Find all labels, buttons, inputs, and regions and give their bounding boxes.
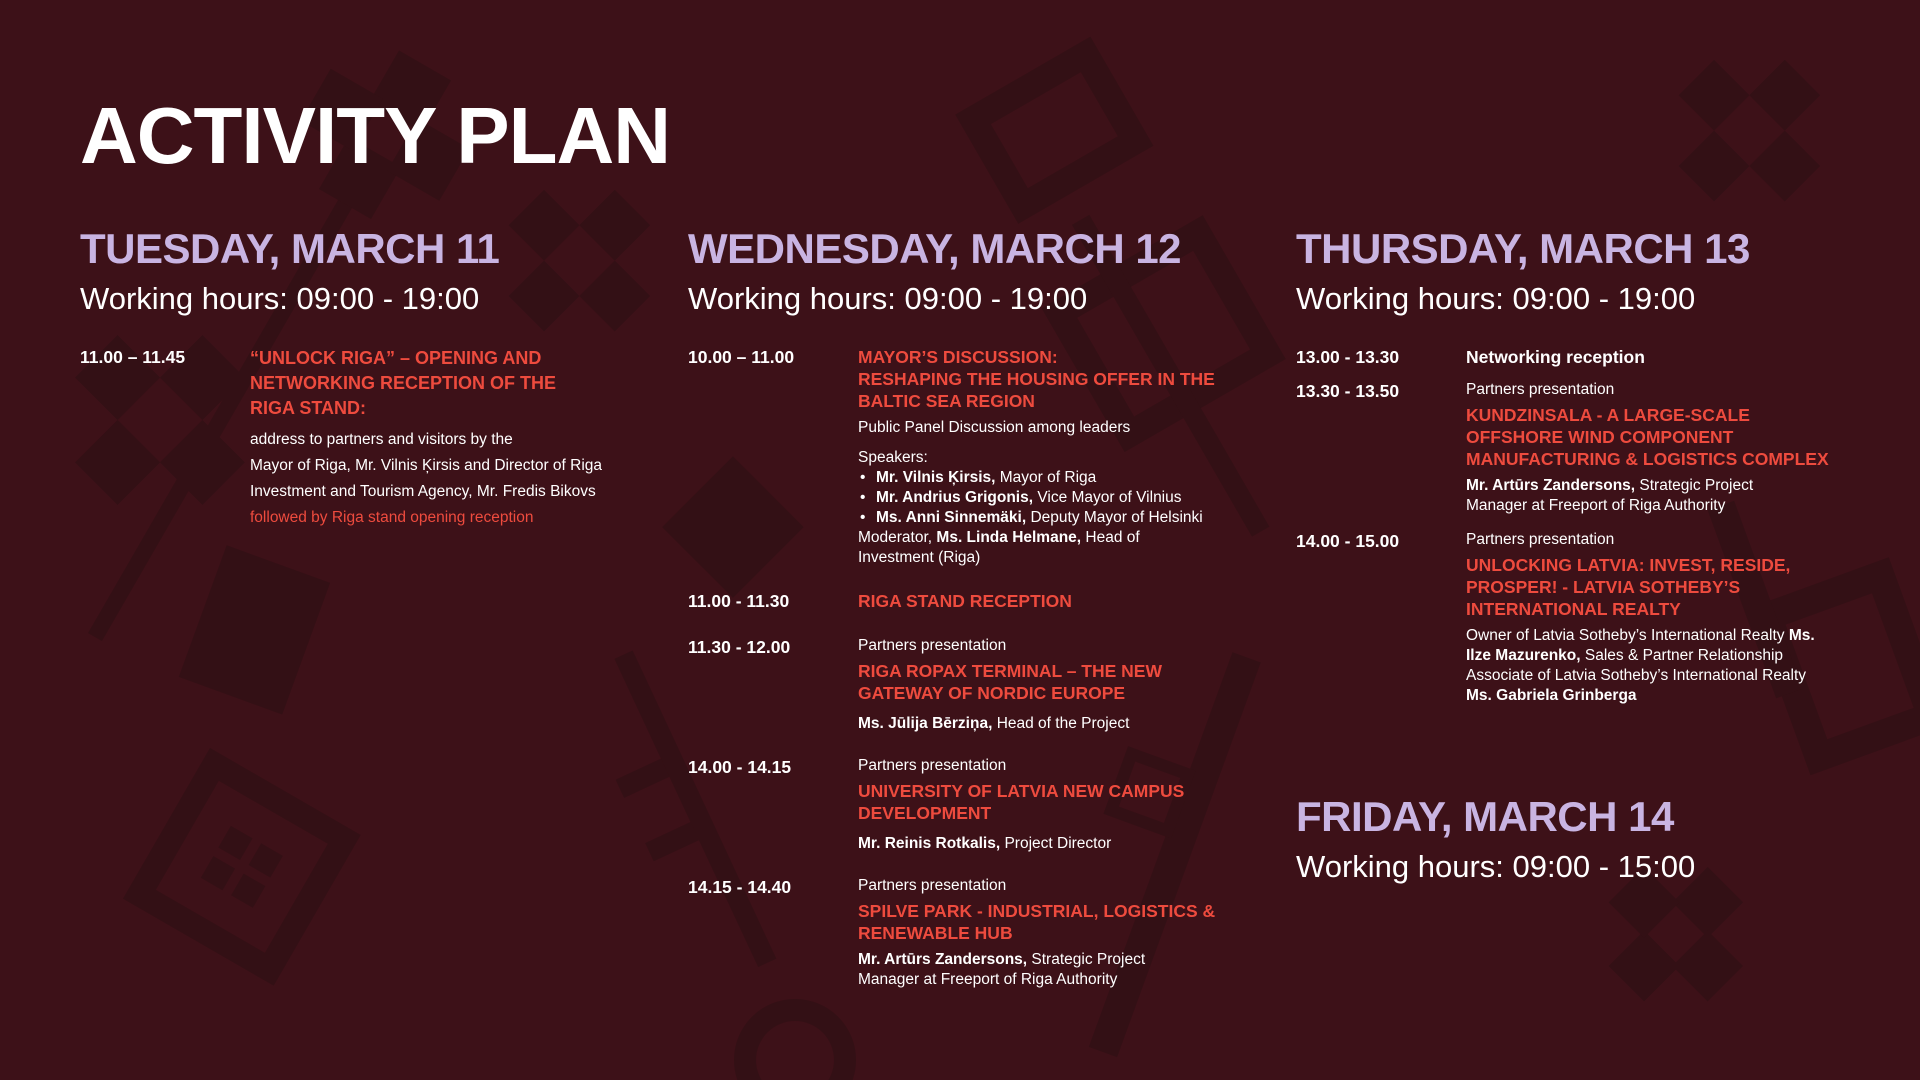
working-hours: Working hours: 09:00 - 19:00	[80, 281, 480, 316]
event-title: UNLOCKING LATVIA: INVEST, RESIDE, PROSPER! - LATVIA SOTHEBY’S INTERNATIONAL REALTY	[1466, 555, 1791, 620]
event-label: Partners presentation	[858, 757, 1007, 775]
event-title: SPILVE PARK - INDUSTRIAL, LOGISTICS & RENEWABLE HUB	[858, 901, 1216, 944]
event-list	[688, 346, 1248, 990]
event-title: RIGA ROPAX TERMINAL – THE NEW GATEWAY OF NORDIC EUROPE	[858, 661, 1162, 704]
event-item	[688, 590, 1248, 612]
event-description-line: address to partners and visitors by the	[250, 431, 513, 449]
event-presenter: Ms. Jūlija Bērziņa, Head of the Project	[858, 715, 1130, 733]
event-list	[1296, 346, 1856, 706]
event-description: Public Panel Discussion among leaders	[858, 419, 1131, 437]
day-title: FRIDAY, MARCH 14	[1296, 793, 1674, 840]
event-title: RIGA STAND RECEPTION	[858, 591, 1072, 612]
event-item	[688, 876, 1248, 990]
event-list	[80, 346, 650, 531]
day-column-friday	[1296, 793, 1696, 884]
event-time: 14.00 - 15.00	[1296, 531, 1400, 552]
speaker-item: • Mr. Andrius Grigonis, Vice Mayor of Vilnius	[858, 488, 1248, 508]
working-hours: Working hours: 09:00 - 15:00	[1296, 849, 1696, 884]
event-presenters: Owner of Latvia Sotheby’s International Realty Ms. Ilze Mazurenko, Sales & Partner Relationship Associate of Latvia Sotheby’s International Realty Ms. Gabriela Grinberga	[1466, 627, 1815, 705]
day-column-wednesday	[688, 225, 1248, 990]
event-time: 14.15 - 14.40	[688, 877, 792, 898]
event-item	[1296, 346, 1856, 368]
event-item	[688, 346, 1248, 568]
event-item	[1296, 380, 1856, 516]
event-label: Partners presentation	[858, 877, 1007, 895]
event-time: 11.30 - 12.00	[688, 637, 791, 658]
page-title: ACTIVITY PLAN	[80, 91, 671, 180]
speakers-label: Speakers:	[858, 449, 928, 467]
event-item	[80, 346, 650, 531]
event-title: “UNLOCK RIGA” – OPENING AND NETWORKING RECEPTION OF THE RIGA STAND:	[250, 348, 556, 419]
event-presenter: Mr. Artūrs Zandersons, Strategic Project Manager at Freeport of Riga Authority	[858, 951, 1146, 989]
day-title: TUESDAY, MARCH 11	[80, 225, 500, 272]
speaker-item: • Ms. Anni Sinnemäki, Deputy Mayor of Helsinki	[858, 508, 1248, 528]
day-column-tuesday	[80, 225, 650, 531]
event-title: UNIVERSITY OF LATVIA NEW CAMPUS DEVELOPMENT	[858, 781, 1185, 824]
event-title: KUNDZINSALA - A LARGE-SCALE OFFSHORE WIND COMPONENT MANUFACTURING & LOGISTICS COMPLEX	[1466, 405, 1829, 470]
event-description-line: Mayor of Riga, Mr. Vilnis Ķirsis and Director of Riga	[250, 457, 603, 475]
event-presenter: Mr. Reinis Rotkalis, Project Director	[858, 835, 1112, 853]
event-title: MAYOR’S DISCUSSION:	[858, 347, 1058, 368]
event-time: 14.00 - 14.15	[688, 757, 792, 778]
event-time: 10.00 – 11.00	[688, 347, 795, 368]
event-time: 13.00 - 13.30	[1296, 347, 1400, 368]
event-description-line: Investment and Tourism Agency, Mr. Fredis Bikovs	[250, 483, 596, 501]
day-column-thursday	[1296, 225, 1856, 706]
event-item	[688, 756, 1248, 854]
working-hours: Working hours: 09:00 - 19:00	[688, 281, 1088, 316]
day-title: THURSDAY, MARCH 13	[1296, 225, 1750, 272]
event-title: RESHAPING THE HOUSING OFFER IN THE BALTIC SEA REGION	[858, 369, 1215, 412]
event-label: Partners presentation	[1466, 531, 1615, 549]
event-time: 13.30 - 13.50	[1296, 381, 1400, 402]
event-description-accent: followed by Riga stand opening reception	[250, 509, 534, 527]
speaker-item: • Mr. Vilnis Ķirsis, Mayor of Riga	[858, 468, 1248, 488]
event-time: 11.00 - 11.30	[688, 591, 790, 612]
working-hours: Working hours: 09:00 - 19:00	[1296, 281, 1696, 316]
event-item	[1296, 530, 1856, 706]
event-title: Networking reception	[1466, 347, 1645, 368]
event-label: Partners presentation	[1466, 381, 1615, 399]
event-time: 11.00 – 11.45	[80, 347, 186, 368]
moderator-line: Moderator, Ms. Linda Helmane, Head of Investment (Riga)	[858, 529, 1140, 567]
speaker-list	[858, 468, 1248, 528]
day-title: WEDNESDAY, MARCH 12	[688, 225, 1182, 272]
event-label: Partners presentation	[858, 637, 1007, 655]
event-item	[688, 636, 1248, 734]
event-presenter: Mr. Artūrs Zandersons, Strategic Project Manager at Freeport of Riga Authority	[1466, 477, 1754, 515]
